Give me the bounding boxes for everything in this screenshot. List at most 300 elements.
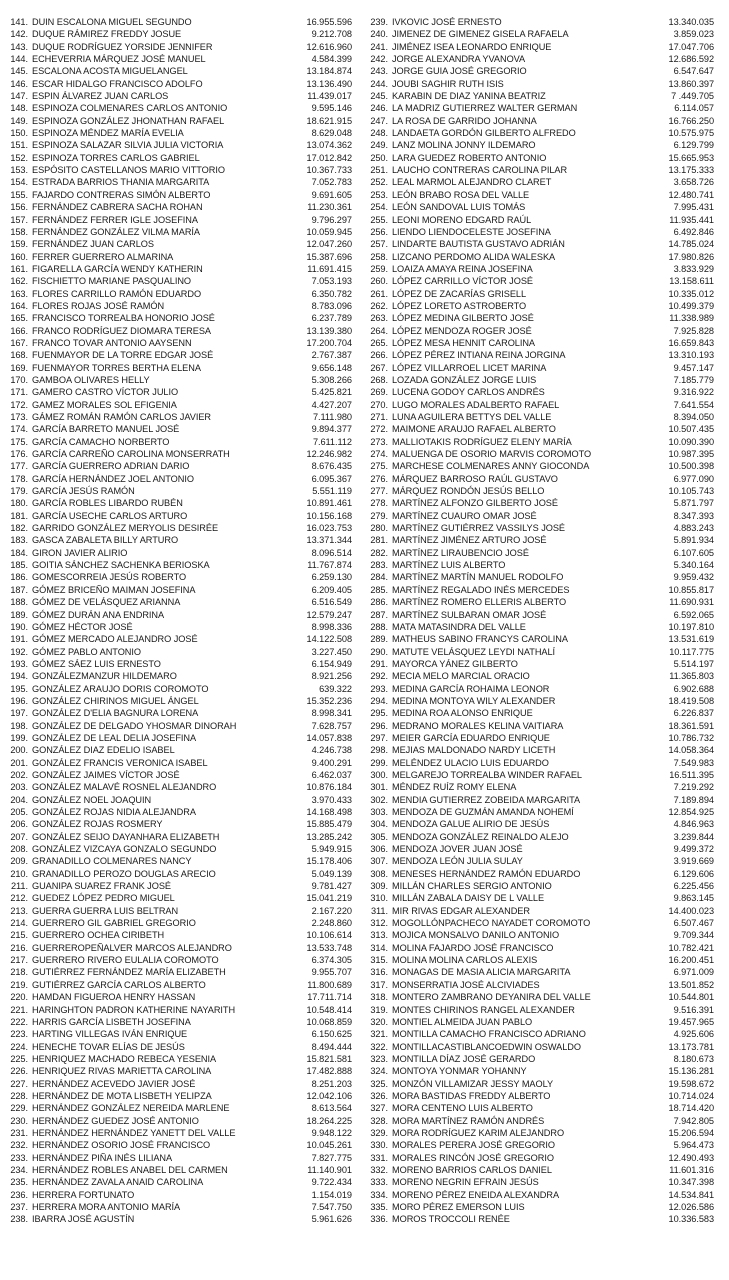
id-number: 10.499.379 [668, 300, 714, 311]
person-name: MARTÍNEZ SULBARAN OMAR JOSÉ [392, 609, 547, 620]
row-number: 268. [370, 374, 388, 385]
id-number: 15.821.581 [306, 1053, 352, 1064]
person-name: GUTIÉRREZ FERNÁNDEZ MARÍA ELIZABETH [32, 967, 226, 978]
list-row [6, 1176, 356, 1188]
person-name: GONZÁLEZ ARAUJO DORIS COROMOTO [32, 683, 209, 694]
person-name: MALLIOTAKIS RODRÍGUEZ ELENY MARÍA [392, 436, 572, 447]
id-number: 11.800.689 [307, 979, 352, 990]
row-number: 288. [370, 621, 388, 632]
person-name: GÓMEZ DE VELÁSQUEZ ARIANNA [32, 597, 181, 608]
id-number: 10.197.810 [668, 621, 714, 632]
id-number: 16.766.250 [668, 115, 714, 126]
person-name: MEDINA ROA ALONSO ENRIQUE [392, 708, 533, 719]
list-row [366, 1201, 724, 1213]
person-name: MARTÍNEZ JIMÉNEZ ARTURO JOSÉ [392, 535, 547, 546]
id-number: 16.200.451 [668, 955, 714, 966]
id-number: 3.919.669 [673, 856, 714, 867]
list-row [6, 251, 356, 263]
person-name: HERNÁNDEZ ZAVALA ANAID CAROLINA [32, 1177, 204, 1188]
person-name: GARRIDO GONZÁLEZ MERYOLIS DESIRÉE [32, 523, 219, 534]
id-number: 8.613.564 [311, 1103, 352, 1114]
list-row [6, 288, 356, 300]
list-row [366, 423, 724, 435]
list-row [6, 65, 356, 77]
list-row [6, 1164, 356, 1176]
person-name: GONZÁLEZ DE LEAL DELIA JOSEFINA [32, 732, 197, 743]
row-number: 336. [370, 1214, 388, 1225]
list-row [6, 16, 356, 28]
list-row [366, 238, 724, 250]
id-number: 13.136.490 [306, 78, 352, 89]
id-number: 13.533.748 [306, 942, 352, 953]
id-number: 10.156.168 [306, 510, 352, 521]
id-number: 8.347.393 [673, 510, 714, 521]
id-number: 6.350.782 [311, 288, 352, 299]
list-row [6, 781, 356, 793]
list-row [366, 695, 724, 707]
row-number: 228. [10, 1090, 28, 1101]
id-number: 5.308.266 [311, 374, 352, 385]
list-row [366, 880, 724, 892]
list-row [6, 460, 356, 472]
list-row [366, 362, 724, 374]
row-number: 158. [10, 226, 28, 237]
list-row [366, 510, 724, 522]
id-number: 11.230.361 [307, 202, 352, 213]
list-row [6, 102, 356, 114]
row-number: 261. [370, 288, 388, 299]
id-number: 17.012.842 [306, 152, 352, 163]
person-name: MOLINA FAJARDO JOSÉ FRANCISCO [392, 942, 554, 953]
row-number: 331. [370, 1152, 388, 1163]
id-number: 13.173.781 [668, 1041, 714, 1052]
row-number: 222. [10, 1016, 28, 1027]
row-number: 299. [370, 757, 388, 768]
list-row [366, 868, 724, 880]
id-number: 3.658.726 [673, 177, 714, 188]
row-number: 323. [370, 1053, 388, 1064]
list-row [6, 176, 356, 188]
list-row [366, 584, 724, 596]
id-number: 10.335.012 [668, 288, 714, 299]
list-row [366, 781, 724, 793]
id-number: 3.970.433 [311, 794, 352, 805]
id-number: 8.494.444 [311, 1041, 352, 1052]
person-name: LÓPEZ MENDOZA ROGER JOSÉ [392, 325, 532, 336]
person-name: LEONI MORENO EDGARD RAÚL [392, 214, 532, 225]
list-row [6, 522, 356, 534]
person-name: HERNÁNDEZ ROBLES ANABEL DEL CARMEN [32, 1164, 228, 1175]
row-number: 305. [370, 831, 388, 842]
row-number: 207. [10, 831, 28, 842]
list-row [6, 991, 356, 1003]
list-row [366, 78, 724, 90]
person-name: LUGO MORALES ADALBERTO RAFAEL [392, 399, 560, 410]
id-number: 16.955.596 [306, 17, 352, 27]
id-number: 14.534.841 [668, 1189, 714, 1200]
person-name: HERNÁNDEZ OSORIO JOSÉ FRANCISCO [32, 1140, 211, 1151]
person-name: HERRERA FORTUNATO [32, 1189, 135, 1200]
person-name: GOITIA SÁNCHEZ SACHENKA BERIOSKA [32, 560, 210, 571]
id-number: 13.285.242 [306, 831, 352, 842]
id-number: 4.846.963 [673, 819, 714, 830]
row-number: 292. [370, 671, 388, 682]
row-number: 330. [370, 1140, 388, 1151]
list-row [366, 460, 724, 472]
id-number: 8.676.435 [311, 461, 352, 472]
person-name: LANZ MOLINA JONNY ILDEMARO [392, 140, 536, 151]
list-row [6, 90, 356, 102]
list-row [366, 1065, 724, 1077]
person-name: FLORES CARRILLO RAMÓN EDUARDO [32, 288, 202, 299]
person-name: GÓMEZ BRICEÑO MAIMAN JOSEFINA [32, 584, 196, 595]
person-name: GONZÁLEZ JAIMES VÍCTOR JOSÉ [32, 769, 180, 780]
list-row [366, 843, 724, 855]
id-number: 7.185.779 [673, 374, 714, 385]
id-number: 7.925.828 [673, 325, 714, 336]
list-row [6, 720, 356, 732]
person-name: GÁMEZ ROMÁN RAMÓN CARLOS JAVIER [32, 412, 211, 422]
person-name: GARCÍA HERNÁNDEZ JOEL ANTONIO [32, 473, 194, 484]
person-name: HAMDAN FIGUEROA HENRY HASSAN [32, 992, 196, 1003]
person-name: MEIER GARCÍA EDUARDO ENRIQUE [392, 732, 550, 743]
row-number: 291. [370, 658, 388, 669]
person-name: GAMBOA OLIVARES HELLY [32, 374, 150, 385]
person-name: FERNÁNDEZ FERRER IGLE JOSEFINA [32, 214, 198, 225]
person-name: IVKOVIC JOSÉ ERNESTO [392, 17, 502, 27]
person-name: JORGE GUIA JOSÉ GREGORIO [392, 66, 527, 77]
list-row [366, 312, 724, 324]
list-row [366, 1102, 724, 1114]
person-name: MILLÁN CHARLES SERGIO ANTONIO [392, 881, 552, 892]
list-row [366, 1189, 724, 1201]
person-name: HENRIQUEZ RIVAS MARIETTA CAROLINA [32, 1066, 212, 1077]
row-number: 282. [370, 547, 388, 558]
id-number: 5.551.119 [312, 486, 352, 497]
person-name: GARCÍA ROBLES LIBARDO RUBÉN [32, 498, 183, 509]
row-number: 153. [10, 165, 28, 176]
person-name: LEAL MARMOL ALEJANDRO CLARET [392, 177, 552, 188]
id-number: 7.189.894 [673, 794, 714, 805]
person-name: GAMEZ MORALES SOL EFIGENIA [32, 399, 177, 410]
list-row [366, 300, 724, 312]
list-row [6, 226, 356, 238]
person-name: FUENMAYOR DE LA TORRE EDGAR JOSÉ [32, 350, 214, 361]
person-name: MAIMONE ARAUJO RAFAEL ALBERTO [392, 424, 556, 435]
row-number: 300. [370, 769, 388, 780]
id-number: 6.129.606 [673, 868, 714, 879]
list-row [6, 609, 356, 621]
row-number: 191. [10, 634, 28, 645]
row-number: 178. [10, 473, 28, 484]
list-row [6, 78, 356, 90]
person-name: KARABIN DE DIAZ YANINA BEATRIZ [392, 91, 546, 102]
list-row [366, 732, 724, 744]
row-number: 181. [10, 510, 28, 521]
id-number: 6.209.405 [311, 584, 352, 595]
id-number: 13.531.619 [668, 634, 714, 645]
id-number: 7.111.980 [312, 412, 352, 422]
person-name: LÓPEZ CARRILLO VÍCTOR JOSÉ [392, 276, 533, 287]
list-row [6, 596, 356, 608]
person-name: FRANCO RODRÍGUEZ DIOMARA TERESA [32, 325, 211, 336]
list-row [6, 905, 356, 917]
list-row [366, 757, 724, 769]
row-number: 156. [10, 202, 28, 213]
row-number: 285. [370, 584, 388, 595]
list-row [6, 917, 356, 929]
row-number: 235. [10, 1177, 28, 1188]
id-number: 8.998.336 [311, 621, 352, 632]
person-name: LEÓN BRABO ROSA DEL VALLE [392, 189, 530, 200]
row-number: 303. [370, 807, 388, 817]
row-number: 234. [10, 1164, 28, 1175]
person-name: GRANADILLO PEROZO DOUGLAS ARECIO [32, 868, 216, 879]
id-number: 10.106.614 [306, 930, 352, 941]
id-number: 18.264.225 [306, 1115, 352, 1126]
person-name: GARCÍA JESÚS RAMÓN [32, 486, 135, 497]
id-number: 9.955.707 [311, 967, 352, 978]
id-number: 9.656.148 [311, 362, 352, 373]
row-number: 213. [10, 905, 28, 916]
list-row [6, 534, 356, 546]
list-row [366, 214, 724, 226]
person-name: MIR RIVAS EDGAR ALEXANDER [392, 905, 530, 916]
list-row [6, 855, 356, 867]
row-number: 179. [10, 486, 28, 497]
id-number: 8.998.341 [311, 708, 352, 719]
list-row [6, 485, 356, 497]
list-row [366, 386, 724, 398]
id-number: 4.427.207 [311, 399, 352, 410]
list-row [366, 28, 724, 40]
list-row [366, 646, 724, 658]
row-number: 201. [10, 757, 28, 768]
row-number: 167. [10, 337, 28, 348]
id-number: 7.995.431 [673, 202, 714, 213]
list-row [6, 337, 356, 349]
row-number: 194. [10, 671, 28, 682]
id-number: 13.371.344 [306, 535, 352, 546]
person-name: FIGARELLA GARCÍA WENDY KATHERIN [32, 263, 203, 274]
person-name: MONTOYA YONMAR YOHANNY [392, 1066, 527, 1077]
id-number: 8.180.673 [673, 1053, 714, 1064]
id-number: 14.057.838 [306, 732, 352, 743]
list-row [366, 942, 724, 954]
id-number: 13.074.362 [306, 140, 352, 151]
row-number: 143. [10, 41, 28, 52]
id-number: 9.457.147 [673, 362, 714, 373]
list-row [366, 275, 724, 287]
list-row [366, 720, 724, 732]
person-name: MARTÍNEZ LIRAUBENCIO JOSÉ [392, 547, 529, 558]
list-row [366, 1176, 724, 1188]
list-row [366, 522, 724, 534]
person-name: GONZÁLEZ DE DELGADO YHOSMAR DINORAH [32, 720, 237, 731]
list-row [6, 683, 356, 695]
row-number: 206. [10, 819, 28, 830]
list-row [6, 818, 356, 830]
id-number: 5.049.139 [311, 868, 352, 879]
row-number: 260. [370, 276, 388, 287]
row-number: 321. [370, 1029, 388, 1040]
row-number: 301. [370, 782, 388, 793]
row-number: 230. [10, 1115, 28, 1126]
row-number: 306. [370, 844, 388, 855]
row-number: 243. [370, 66, 388, 77]
list-row [366, 905, 724, 917]
id-number: 11.365.803 [669, 671, 714, 682]
person-name: GONZÁLEZ CHIRINOS MIGUEL ÁNGEL [32, 695, 199, 706]
row-number: 203. [10, 782, 28, 793]
list-row [6, 436, 356, 448]
id-number: 9.212.708 [311, 29, 352, 40]
list-row [6, 547, 356, 559]
row-number: 170. [10, 374, 28, 385]
id-number: 9.722.434 [311, 1177, 352, 1188]
row-number: 212. [10, 893, 28, 904]
list-row [366, 979, 724, 991]
person-name: LIZCANO PERDOMO ALIDA WALESKA [392, 251, 556, 262]
row-number: 280. [370, 523, 388, 534]
list-row [6, 312, 356, 324]
person-name: JIMENEZ DE GIMENEZ GISELA RAFAELA [392, 29, 569, 40]
list-row [6, 831, 356, 843]
row-number: 278. [370, 498, 388, 509]
list-row [366, 201, 724, 213]
id-number: 5.514.197 [673, 658, 714, 669]
id-number: 7.219.292 [673, 782, 714, 793]
id-number: 15.178.406 [306, 856, 352, 867]
id-number: 10.575.975 [668, 128, 714, 139]
person-name: FUENMAYOR TORRES BERTHA ELENA [32, 362, 201, 373]
id-number: 12.047.260 [306, 239, 352, 250]
person-name: GUERRERO RIVERO EULALIA COROMOTO [32, 955, 219, 966]
list-row [6, 214, 356, 226]
person-name: MENESES HERNÁNDEZ RAMÓN EDUARDO [392, 868, 581, 879]
person-name: MONZÓN VILLAMIZAR JESSY MAOLY [392, 1078, 554, 1089]
id-number: 11.690.931 [669, 597, 714, 608]
row-number: 262. [370, 300, 388, 311]
row-number: 208. [10, 844, 28, 855]
row-number: 270. [370, 399, 388, 410]
list-row [6, 53, 356, 65]
person-name: GÓMEZ HÉCTOR JOSÉ [32, 621, 133, 632]
list-row [366, 448, 724, 460]
person-name: MELÉNDEZ ULACIO LUIS EDUARDO [392, 757, 549, 768]
row-number: 223. [10, 1029, 28, 1040]
row-number: 183. [10, 535, 28, 546]
list-row [366, 41, 724, 53]
id-number: 11.767.874 [307, 560, 352, 571]
list-row [366, 1152, 724, 1164]
list-row [366, 485, 724, 497]
id-number: 13.158.611 [669, 276, 714, 287]
person-name: MONTIEL ALMEIDA JUAN PABLO [392, 1016, 533, 1027]
list-row [6, 646, 356, 658]
row-number: 220. [10, 992, 28, 1003]
id-number: 17.200.704 [306, 337, 352, 348]
row-number: 287. [370, 609, 388, 620]
id-number: 10.367.733 [306, 165, 352, 176]
row-number: 333. [370, 1177, 388, 1188]
id-number: 8.096.514 [311, 547, 352, 558]
person-name: MENDOZA GALUE ALIRIO DE JESÚS [392, 819, 550, 830]
id-number: 12.026.586 [668, 1202, 714, 1212]
person-name: MEDINA GARCÍA ROHAIMA LEONOR [392, 683, 550, 694]
id-number: 15.885.479 [306, 819, 352, 830]
list-row [366, 337, 724, 349]
list-row [366, 707, 724, 719]
list-row [366, 855, 724, 867]
list-row [6, 448, 356, 460]
list-row [6, 868, 356, 880]
id-number: 15.206.594 [668, 1127, 714, 1138]
person-name: GONZÁLEZ ROJAS ROSMERY [32, 819, 163, 830]
row-number: 302. [370, 794, 388, 805]
list-row [366, 670, 724, 682]
row-number: 171. [10, 387, 28, 398]
list-row [366, 1127, 724, 1139]
person-name: MORENO NEGRIN EFRAIN JESÚS [392, 1177, 539, 1188]
row-number: 335. [370, 1202, 388, 1212]
list-row [6, 1213, 356, 1225]
row-number: 202. [10, 769, 28, 780]
row-number: 144. [10, 54, 28, 65]
list-row [6, 1090, 356, 1102]
id-number: 8.251.203 [311, 1078, 352, 1089]
row-number: 246. [370, 103, 388, 114]
id-number: 3.859.023 [673, 29, 714, 40]
list-row [366, 189, 724, 201]
row-number: 189. [10, 609, 28, 620]
list-row [6, 386, 356, 398]
list-row [6, 127, 356, 139]
id-number: 11.601.316 [669, 1164, 714, 1175]
person-name: MATUTE VELÁSQUEZ LEYDI NATHALÍ [392, 646, 556, 657]
person-name: ECHEVERRIA MÁRQUEZ JOSÉ MANUEL [32, 54, 206, 65]
person-name: GÓMEZ PABLO ANTONIO [32, 646, 141, 657]
row-number: 265. [370, 337, 388, 348]
list-row [366, 127, 724, 139]
person-name: LÓPEZ MEDINA GILBERTO JOSÉ [392, 313, 534, 324]
list-row [366, 65, 724, 77]
row-number: 328. [370, 1115, 388, 1126]
id-number: 8.629.048 [311, 128, 352, 139]
list-row [366, 90, 724, 102]
list-row [366, 806, 724, 818]
list-row [366, 929, 724, 941]
list-row [6, 399, 356, 411]
id-number: 4.584.399 [311, 54, 352, 65]
id-number: 13.175.333 [668, 165, 714, 176]
person-name: HERNÁNDEZ PIÑA INÉS LILIANA [32, 1152, 173, 1163]
list-row [6, 1004, 356, 1016]
id-number: 9.691.605 [311, 189, 352, 200]
id-number: 17.047.706 [668, 41, 714, 52]
list-row [6, 349, 356, 361]
row-number: 324. [370, 1066, 388, 1077]
person-name: MOGOLLÓNPACHECO NAYADET COROMOTO [392, 918, 591, 929]
list-row [366, 769, 724, 781]
row-number: 304. [370, 819, 388, 830]
list-row [366, 16, 724, 28]
row-number: 151. [10, 140, 28, 151]
row-number: 273. [370, 436, 388, 447]
list-row [6, 1189, 356, 1201]
person-name: MILLÁN ZABALA DAISY DE L VALLE [392, 893, 545, 904]
row-number: 148. [10, 103, 28, 114]
